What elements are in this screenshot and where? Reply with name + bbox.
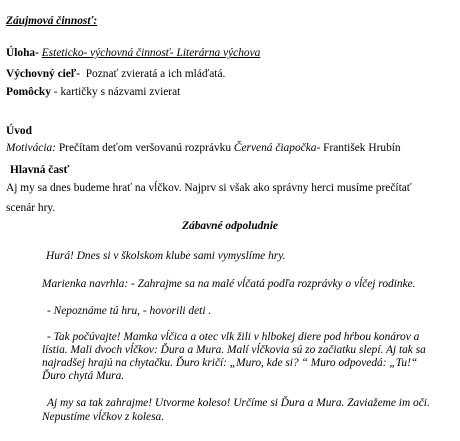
goal-label: Výchovný cieľ- xyxy=(6,68,80,80)
story-paragraph-line: lístia. Mali dvoch vĺčkov: Ďura a Mura. Malí vĺčkovia sú zo začiatku slepí. Aj tak sa xyxy=(42,344,426,356)
intro-paragraph-line: Aj my sa dnes budeme hrať na vĺčkov. Najprv si však ako správny herci musíme prečítať xyxy=(6,182,412,194)
goal-text: Poznať zvieratá a ich mláďatá. xyxy=(85,68,226,80)
story-paragraph-line: najradšej hrajú na chytačku. Ďuro kričí: „Muro, kde si? “ Muro odpovedá: „Tu!“ xyxy=(42,357,418,369)
story-paragraph-line: Nepustíme vĺčkov z kolesa. xyxy=(42,411,165,423)
motivation-text: Prečítam deťom veršovanú rozprávku xyxy=(58,142,232,154)
story-author: - František Hrubín xyxy=(316,142,401,154)
story-paragraph: Hurá! Dnes si v školskom klube sami vymyslíme hry. xyxy=(46,250,286,262)
main-part-heading: Hlavná časť xyxy=(10,164,70,176)
task-text: Esteticko- výchovná činnosť- Literárna výchova xyxy=(41,47,261,59)
tools-label: Pomôcky xyxy=(6,86,51,98)
tools-line xyxy=(6,85,180,99)
task-line xyxy=(6,46,260,60)
story-paragraph: - Nepoznáme tú hru, - hovorili deti . xyxy=(47,305,212,317)
story-title: Zábavné odpoludnie xyxy=(182,220,278,232)
goal-line xyxy=(6,67,225,81)
intro-paragraph-line: scenár hry. xyxy=(6,202,56,214)
task-label: Úloha- xyxy=(6,47,39,59)
activity-heading: Záujmová činnosť: xyxy=(6,15,98,27)
story-paragraph-line: Aj my sa tak zahrajme! Utvorme koleso! Určíme si Ďura a Mura. Zaviažeme im oči. xyxy=(47,397,430,409)
story-paragraph-line: Ďuro chytá Mura. xyxy=(42,370,125,382)
motivation-label: Motivácia: xyxy=(6,142,56,154)
story-book-title: Červená čiapočka xyxy=(233,142,317,154)
motivation-line xyxy=(6,141,401,155)
intro-heading: Úvod xyxy=(6,125,32,137)
story-paragraph: Marienka navrhla: - Zahrajme sa na malé vĺčatá podľa rozprávky o vĺčej rodinke. xyxy=(42,278,416,290)
tools-text: - kartičky s názvami zvierat xyxy=(53,86,181,98)
story-paragraph-line: - Tak počúvajte! Mamka vĺčica a otec vlk žili v hlbokej diere pod hŕbou konárov a xyxy=(47,331,420,343)
